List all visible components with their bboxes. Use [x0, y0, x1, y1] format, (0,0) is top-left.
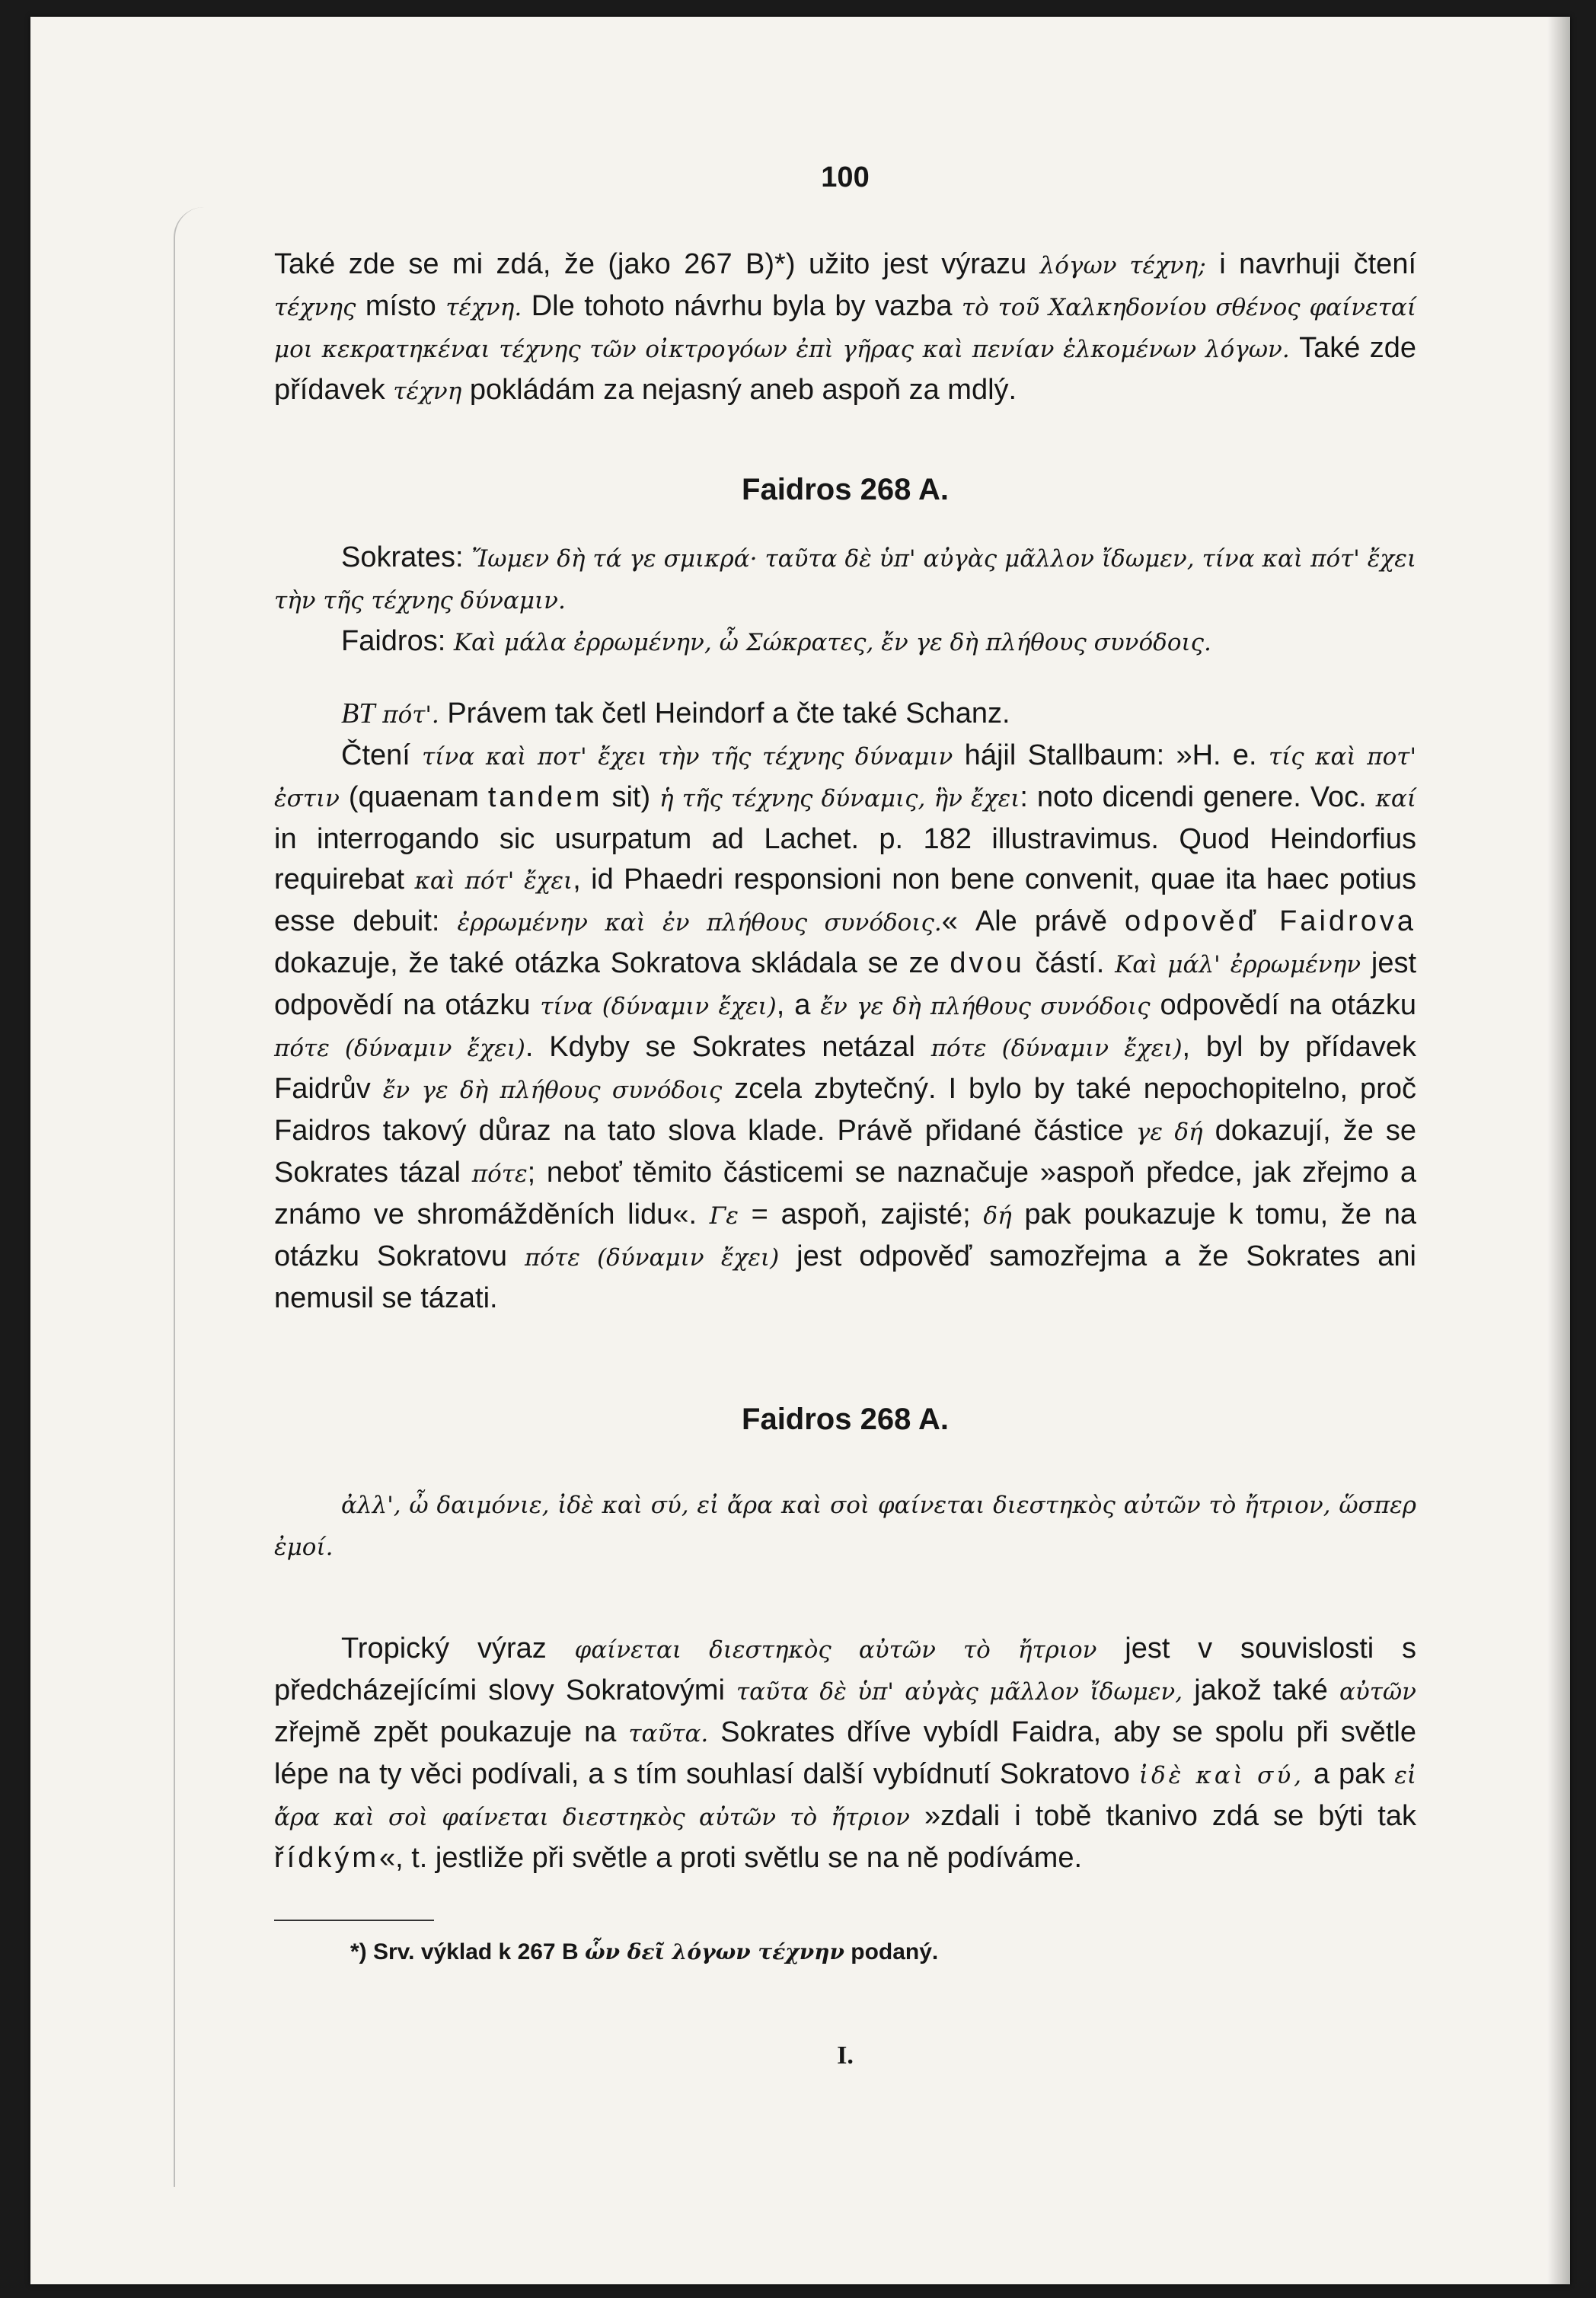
greek-phrase: καὶ πότ' ἔχει [414, 867, 573, 895]
page-content [274, 161, 1416, 2070]
greek-phrase: δή [983, 1202, 1012, 1230]
text-run: , byl by přídavek Faidrův [274, 1031, 1416, 1105]
greek-phrase: ταῦτα. [628, 1720, 709, 1747]
greek-phrase: ἔν γε δὴ πλήθους συνόδοις [382, 1077, 723, 1104]
greek-phrase: λόγων τέχνη; [1039, 252, 1206, 279]
text-run: dokazují, že se Sokrates tázal [274, 1115, 1416, 1189]
footnote-rule [274, 1920, 434, 1921]
text-run: jakož také [1183, 1674, 1339, 1706]
text-run: ; neboť těmito částicemi se naznačuje »aspoň předce, jak zřejmo a známo ve shromážděních lidu«. [274, 1157, 1416, 1230]
greek-quote: Καὶ μάλα ἐρρωμένην, ὦ Σώκρατες, ἔν γε δὴ πλήθους συνόδοις. [453, 629, 1211, 656]
greek-phrase: τέχνη [393, 378, 462, 405]
text-run: , a [776, 989, 821, 1021]
text-run: : noto dicendi genere. Voc. [1020, 781, 1376, 813]
section-heading-2: Faidros 268 A. [742, 1403, 949, 1436]
greek-phrase: τέχνη. [445, 294, 522, 321]
text-run: jest v souvislosti s předcházejícími slovy Sokratovými [274, 1633, 1416, 1706]
greek-phrase: αὐτῶν [1339, 1678, 1416, 1706]
text-run: i navrhuji čtení [1205, 248, 1417, 280]
scanned-page [30, 17, 1570, 2284]
spaced-emphasis: odpověď Faidrova [1125, 905, 1416, 937]
paragraph-intro [274, 244, 1416, 412]
greek-phrase: πότε (δύναμιν ἔχει) [274, 1035, 525, 1062]
text-run: « Ale právě [941, 905, 1125, 937]
paragraph-bt [274, 694, 1416, 736]
text-run: »zdali i tobě tkanivo zdá se býti tak [909, 1800, 1416, 1832]
text-run: . Kdyby se Sokrates netázal [525, 1031, 931, 1063]
speaker-label: Faidros: [341, 625, 454, 657]
text-run: Tropický výraz [341, 1633, 575, 1664]
greek-phrase: γε δή [1135, 1119, 1203, 1146]
greek-phrase: ἐρρωμένην καὶ ἐν πλήθους συνόδοις. [457, 909, 942, 937]
text-run: odpovědí na otázku [1150, 989, 1416, 1021]
greek-phrase: Γε [709, 1202, 739, 1230]
greek-phrase: πότε [471, 1160, 528, 1188]
text-run: podaný. [844, 1939, 939, 1964]
text-run: jest odpovědí na otázku [274, 947, 1417, 1021]
greek-phrase: πότε (δύναμιν ἔχει) [525, 1244, 780, 1272]
text-run: Sokrates dříve vybídl Faidra, aby se spolu při světle lépe na ty věci podívali, a s tím souhlasí další vybídnutí Sokratovo [274, 1716, 1416, 1790]
greek-phrase: πότ'. [375, 701, 439, 729]
manuscript-siglum: BT [341, 697, 375, 729]
greek-phrase: φαίνεται διεστηκὸς αὐτῶν τὸ ἤτριον [574, 1636, 1097, 1664]
greek-phrase: τίνα (δύναμιν ἔχει) [540, 993, 777, 1020]
spaced-emphasis: tandem [487, 781, 603, 813]
greek-phrase: τίς καὶ ποτ' ἐστιν [274, 743, 1416, 812]
text-run: (quaenam [339, 781, 488, 813]
greek-quote: ἀλλ', ὦ δαιμόνιε, ἰδὲ καὶ σύ, εἰ ἄρα καὶ σοὶ φαίνεται διεστηκὸς αὐτῶν τὸ ἤτριον, ὥσπερ ἐμοί. [274, 1492, 1416, 1561]
greek-phrase: τέχνης [274, 294, 356, 321]
text-run: = aspoň, zajisté; [738, 1198, 984, 1230]
text-run: místo [356, 290, 446, 322]
greek-phrase: εἰ ἄρα καὶ σοὶ φαίνεται διεστηκὸς αὐτῶν τὸ ἤτριον [274, 1762, 1416, 1831]
greek-phrase: πότε (δύναμιν ἔχει) [930, 1035, 1183, 1062]
signature-mark: I. [837, 2041, 854, 2070]
text-run: dokazuje, že také otázka Sokratova skládala se ze [274, 947, 950, 979]
text-run: částí. [1024, 947, 1116, 979]
dialogue-sokrates [274, 538, 1416, 621]
text-run: Také zde přídavek [274, 332, 1416, 406]
page-edge-mark [174, 207, 204, 2187]
text-run: in interrogando sic usurpatum ad Lachet. p. 182 illustravimus. Quod Heindorfius requirebat [274, 823, 1416, 895]
text-run: pokládám za nejasný aneb aspoň za mdlý. [461, 374, 1017, 406]
text-run: pak poukazuje k tomu, že na otázku Sokratovu [274, 1198, 1416, 1272]
text-run: Čtení [341, 739, 423, 771]
spaced-emphasis: řídkým [274, 1842, 379, 1874]
greek-phrase: τὸ τοῦ Χαλκηδονίου σθένος φαίνεταί μοι κεκρατηκέναι τέχνης τῶν οἰκτρογόων ἐπὶ γῆρας καὶ πενίαν ἑλκομένων λόγων. [274, 294, 1416, 363]
greek-quote-block [274, 1484, 1416, 1568]
footnote [274, 1939, 1416, 1965]
binding-shadow [1547, 17, 1570, 2284]
greek-phrase: ὧν δεῖ λόγων τέχνην [584, 1939, 844, 1964]
speaker-label: Sokrates: [341, 541, 472, 573]
text-run: Také zde se mi zdá, že (jako 267 B)*) užito jest výrazu [274, 248, 1040, 280]
text-run: jest odpověď samozřejma a že Sokrates ani nemusil se tázati. [274, 1240, 1416, 1314]
greek-phrase: Καὶ μάλ' ἐρρωμένην [1115, 951, 1361, 978]
text-run: Dle tohoto návrhu byla by vazba [522, 290, 962, 322]
greek-phrase: ἔν γε δὴ πλήθους συνόδοις [820, 993, 1151, 1020]
spaced-emphasis: dvou [950, 947, 1025, 979]
text-run: hájil Stallbaum: »H. e. [953, 739, 1269, 771]
greek-phrase: τίνα καὶ ποτ' ἔχει τὴν τῆς τέχνης δύναμιν [422, 743, 953, 771]
section-heading-1: Faidros 268 A. [742, 473, 949, 506]
paragraph-commentary [274, 736, 1416, 1319]
page-number: 100 [821, 161, 870, 193]
text-run: a pak [1304, 1758, 1395, 1790]
text-run: sit) [602, 781, 660, 813]
text-run: zcela zbytečný. I bylo by také nepochopitelno, proč Faidros takový důraz na tato slova klade. Právě přidané částice [274, 1073, 1416, 1147]
paragraph-tropicky [274, 1629, 1416, 1878]
greek-phrase: καί [1375, 785, 1416, 812]
text-run: «, t. jestliže při světle a proti světlu se na ně podíváme. [379, 1842, 1083, 1874]
dialogue-faidros [274, 621, 1416, 663]
text-run: *) Srv. výklad k 267 B [350, 1939, 585, 1964]
greek-phrase: ἡ τῆς τέχνης δύναμις, ἣν ἔχει [659, 785, 1020, 812]
greek-phrase: ἰδὲ καὶ σύ, [1138, 1762, 1305, 1789]
text-run: Právem tak četl Heindorf a čte také Schanz. [439, 697, 1010, 729]
text-run: , id Phaedri responsioni non bene convenit, quae ita haec potius esse debuit: [274, 863, 1417, 937]
greek-quote: Ἴωμεν δὴ τά γε σμικρά· ταῦτα δὲ ὑπ' αὐγὰς μᾶλλον ἴδωμεν, τίνα καὶ πότ' ἔχει τὴν τῆς τέχνης δύναμιν. [274, 545, 1417, 614]
greek-phrase: ταῦτα δὲ ὑπ' αὐγὰς μᾶλλον ἴδωμεν, [736, 1678, 1183, 1706]
text-run: zřejmě zpět poukazuje na [274, 1716, 629, 1748]
